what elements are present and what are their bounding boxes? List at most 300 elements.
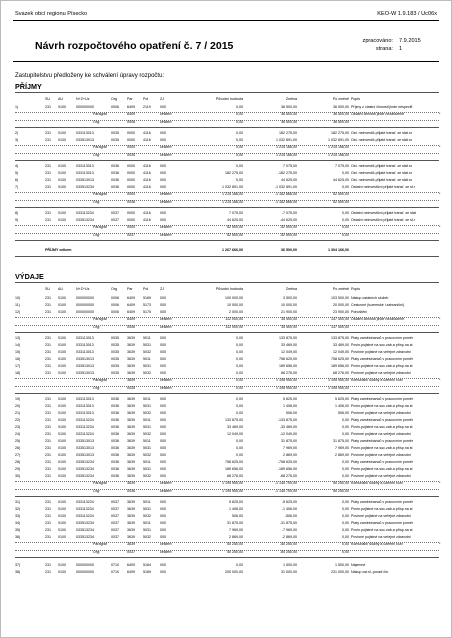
cell-zm: 1 195 950,00 [276,378,297,382]
paragraph-subtotal-row [15,225,445,232]
group-rule [15,207,439,208]
cell-nzuz: 033513234 [76,535,94,539]
cell-pol: 5169 [143,570,151,574]
cell-po: 0,00 [342,500,349,504]
cell-par: 3639 [127,411,135,415]
subtotal-star: * [439,145,441,149]
cell-au: 0100 [58,474,66,478]
subtotal-label: Org: [93,386,100,390]
cell-par: 3639 [127,453,135,457]
cell-nzuz: 033113013 [76,397,94,401]
page-title: Návrh rozpočtového opatření č. 7 / 2015 [35,40,234,52]
cell-po: 36 500,00 [333,120,349,124]
cell-org: 0037 [111,521,119,525]
org-subtotal-row [15,489,445,496]
org-name: Svazek obcí regionu Písecko [15,11,88,17]
cell-pol: 5011 [143,336,151,340]
cell-su: 231 [45,343,51,347]
cell-popis: Povinné pojistné na veřejné zdravotní [351,411,411,415]
cell-puv: 112 000,00 [225,325,243,329]
table-row [15,446,445,453]
group-rule [15,160,439,161]
cell-po: 0,00 [342,211,349,215]
cell-su: 231 [45,131,51,135]
cell-pol: 5011 [143,521,151,525]
section-rule [15,92,439,93]
cell-su: 231 [45,303,51,307]
cell-pol: 5011 [143,439,151,443]
subtotal-star: * [439,378,441,382]
cell-zm: 31 000,00 [281,570,297,574]
cell-popis: Platy zaměstnanců v pracovním poměr [351,439,414,443]
cell-zj: 000 [160,357,166,361]
cell-su: 231 [45,178,51,182]
cell-po: 133 875,00 [331,336,349,340]
cell-su: 231 [45,164,51,168]
cell-org: 0037 [111,218,119,222]
cell-zj: 000 [160,439,166,443]
table-row [15,171,445,178]
cell-po: 0,00 [342,535,349,539]
subtotal-star: * [439,542,441,546]
cell-nzuz: 000000000 [76,303,94,307]
cell-nzuz: 033513234 [76,218,94,222]
cell-zm: 35 400,00 [281,317,297,321]
cell-par: 3639 [127,514,135,518]
cell-zj: 000 [160,425,166,429]
cell-par: 3639 [127,467,135,471]
subtotal-celkem: celkem: [160,120,173,124]
cell-po: 189 656,00 [331,364,349,368]
cell-zj: 000 [160,364,166,368]
column-header-pol: Pol [143,287,149,291]
cell-au: 0100 [58,507,66,511]
cell-po: 0,00 [342,521,349,525]
cell-zj: 000 [160,404,166,408]
cell-au: 0100 [58,418,66,422]
org-subtotal-row [15,120,445,127]
subtotal-label: Org: [93,489,100,493]
cell-zm: 7 969,00 [283,446,297,450]
cell-pol: 5011 [143,500,151,504]
cell-po: 1 304 166,00 [328,248,349,252]
column-header-zmena: Změna [285,97,297,101]
cell-n: 21) [15,411,21,415]
cell-par: 3639 [127,535,135,539]
cell-org: 0006 [111,296,119,300]
subtotal-star: * [439,225,441,229]
cell-zj: 000 [160,514,166,518]
subtotal-code: 6409 [127,112,135,116]
cell-zj: 000 [160,528,166,532]
column-header-po_zmene: Po změně [332,287,349,291]
cell-n: 9) [15,218,19,222]
table-row [15,500,445,507]
cell-zm: -1 162 666,00 [274,192,297,196]
cell-pol: 5031 [143,425,151,429]
cell-au: 0100 [58,296,66,300]
cell-n: 32) [15,507,21,511]
cell-par: 3639 [127,350,135,354]
cell-org: 0036 [111,467,119,471]
cell-su: 231 [45,357,51,361]
cell-n: 22) [15,418,21,422]
cell-n: 13) [15,336,21,340]
cell-su: 231 [45,432,51,436]
table-row [15,350,445,357]
table-row [15,364,445,371]
table-row [15,411,445,418]
cell-puv: 189 656,00 [225,467,243,471]
cell-au: 0100 [58,425,66,429]
subtotal-label: Paragraf [93,225,107,229]
cell-zj: 000 [160,411,166,415]
cell-puv: 0,00 [236,112,243,116]
cell-zm: -52 500,00 [279,233,297,237]
cell-po: 758 625,00 [331,357,349,361]
cell-puv: 12 049,00 [227,432,243,436]
cell-po: 7 969,00 [335,446,349,450]
group-rule [15,127,439,128]
subtotal-celkem: celkem: [160,317,173,321]
cell-popis: Ostatní činnosti jinde nezařazené [351,112,405,116]
cell-n: 29) [15,467,21,471]
cell-po: 2 869,00 [335,453,349,457]
cell-pol: 5173 [143,303,151,307]
subtotal-celkem: celkem: [160,145,173,149]
cell-au: 0100 [58,460,66,464]
cell-nzuz: 033513234 [76,528,94,532]
cell-zj: 000 [160,570,166,574]
cell-n: 3) [15,138,19,142]
cell-popis: Povinné pojistné na veřejné zdravotní [351,432,411,436]
cell-n: 20) [15,404,21,408]
cell-su: 231 [45,500,51,504]
column-header-puvodni: Původní hodnota [215,287,243,291]
cell-par: 6409 [127,303,135,307]
cell-po: 1 500,00 [335,563,349,567]
cell-popis: Ost. neinvestič.přijaté transf. ze stát.ro [351,171,413,175]
cell-su: 231 [45,570,51,574]
cell-au: 0100 [58,185,66,189]
cell-pol: 5032 [143,535,151,539]
cell-puv: 1 032 891,00 [222,185,243,189]
cell-nzuz: 000000000 [76,296,94,300]
cell-par: 0000 [127,131,135,135]
subtotal-celkem: celkem: [160,386,173,390]
cell-nzuz: 033513234 [76,521,94,525]
table-row [15,343,445,350]
table-row [15,131,445,138]
cell-au: 0100 [58,357,66,361]
cell-popis: Platy zaměstnanců v pracovním poměr [351,418,414,422]
paragraph-subtotal-row [15,112,445,119]
cell-po: 7 075,00 [335,164,349,168]
subtotal-celkem: celkem: [160,192,173,196]
cell-zm: -7 969,00 [281,528,297,532]
cell-n: 8) [15,211,19,215]
cell-su: 231 [45,171,51,175]
cell-po: 0,00 [342,171,349,175]
subtotal-code: 3639 [127,542,135,546]
cell-n: 36) [15,535,21,539]
table-row [15,164,445,171]
org-subtotal-row [15,233,445,240]
cell-par: 3639 [127,336,135,340]
cell-au: 0100 [58,467,66,471]
cell-po: 1 032 891,00 [328,138,349,142]
cell-zm: 1 032 891,00 [276,138,297,142]
cell-popis: Cestovné (tuzemské i zahraniční) [351,303,405,307]
cell-zj: 000 [160,138,166,142]
table-row [15,211,445,218]
table-row [15,528,445,535]
cell-puv: 68 276,00 [227,474,243,478]
cell-puv: 133 875,00 [225,418,243,422]
cell-puv: 0,00 [236,105,243,109]
cell-su: 231 [45,460,51,464]
cell-org: 0036 [111,185,119,189]
cell-n: 12) [15,310,21,314]
cell-po: 0,00 [342,550,349,554]
cell-puv: 50 250,00 [227,550,243,554]
cell-par: 3639 [127,404,135,408]
cell-au: 0100 [58,138,66,142]
column-header-po_zmene: Po změně [332,97,349,101]
cell-su: 231 [45,185,51,189]
cell-popis: Platy zaměstnanců v pracovním poměr [351,460,414,464]
cell-su: 231 [45,364,51,368]
cell-po: 50 250,00 [333,489,349,493]
cell-po: 0,00 [342,432,349,436]
cell-au: 0100 [58,218,66,222]
cell-su: 231 [45,336,51,340]
cell-zm: -133 875,00 [277,418,297,422]
cell-par: 6409 [127,563,135,567]
cell-par: 3639 [127,364,135,368]
cell-zm: 44 625,00 [281,178,297,182]
cell-po: 68 276,00 [333,371,349,375]
cell-au: 0100 [58,164,66,168]
subtotal-celkem: celkem: [160,481,173,485]
column-header-zj: ZJ [160,287,164,291]
cell-zm: -31 875,00 [279,521,297,525]
cell-popis: Ost. neinvestič.přijaté transf. ze stát.ro [351,131,413,135]
subtotal-code: 0000 [127,145,135,149]
cell-pol: 5032 [143,432,151,436]
cell-n: 7) [15,185,19,189]
cell-org: 0036 [111,164,119,168]
cell-puv: 0,00 [236,378,243,382]
cell-zm: 506,00 [286,411,297,415]
cell-po: 20 000,00 [333,303,349,307]
cell-puv: 0,00 [236,563,243,567]
cell-zj: 000 [160,521,166,525]
column-header-zmena: Změna [285,287,297,291]
cell-po: 0,00 [342,542,349,546]
cell-puv: 33 469,00 [227,425,243,429]
cell-n: 24) [15,432,21,436]
column-header-row [15,97,445,104]
cell-su: 231 [45,514,51,518]
paragraph-subtotal-row [15,192,445,199]
cell-n: 31) [15,500,21,504]
cell-puv: 0,00 [236,164,243,168]
cell-puv: 0,00 [236,120,243,124]
table-row [15,460,445,467]
cell-popis: Povinné pojistné na veřejné zdravotní [351,535,411,539]
cell-zj: 000 [160,500,166,504]
cell-nzuz: 000000000 [76,105,94,109]
cell-nzuz: 033113013 [76,404,94,408]
cell-puv: 112 000,00 [225,317,243,321]
cell-zm: -1 032 891,00 [274,185,297,189]
cell-zj: 000 [160,460,166,464]
cell-nzuz: 033113013 [76,131,94,135]
cell-puv: 1 215 166,00 [222,192,243,196]
cell-zm: -44 625,00 [279,218,297,222]
table-row [15,453,445,460]
cell-su: 231 [45,310,51,314]
cell-par: 0000 [127,178,135,182]
cell-nzuz: 033113234 [76,211,94,215]
subtotal-label: Org: [93,550,100,554]
cell-org: 0035 [111,131,119,135]
cell-zm: 33 469,00 [281,343,297,347]
cell-pol: 5011 [143,460,151,464]
cell-n: 18) [15,371,21,375]
table-row [15,178,445,185]
cell-au: 0100 [58,336,66,340]
cell-par: 3639 [127,343,135,347]
cell-nzuz: 033513234 [76,185,94,189]
table-row [15,425,445,432]
cell-pol: 5164 [143,563,151,567]
group-rule [15,557,439,558]
cell-par: 3639 [127,425,135,429]
cell-su: 231 [45,439,51,443]
cell-su: 231 [45,467,51,471]
table-row [15,357,445,364]
section-heading: VÝDAJE [15,272,44,281]
subtotal-label: Org: [93,120,100,124]
cell-popis: Platy zaměstnanců v pracovním poměr [351,397,414,401]
cell-pol: 5032 [143,453,151,457]
cell-puv: 0,00 [236,336,243,340]
cell-org: 0035 [111,371,119,375]
subtotal-code: 0000 [127,225,135,229]
cell-popis: Povinné pojistné na veřejné zdravotní [351,514,411,518]
cell-org: 0035 [111,350,119,354]
cell-zm: 68 276,00 [281,371,297,375]
cell-org: 0037 [111,500,119,504]
group-rule [15,393,439,394]
cell-org: 0035 [111,364,119,368]
cell-nzuz: 033513013 [76,446,94,450]
cell-n: 10) [15,296,21,300]
cell-popis: Ost. neinvestič.přijaté transf. ze stát.ro [351,178,413,182]
cell-puv: 0,00 [236,411,243,415]
cell-puv: 0,00 [236,446,243,450]
cell-su: 231 [45,453,51,457]
subtotal-celkem: celkem: [160,489,173,493]
cell-popis: Ost. neinvestič.přijaté transf. ze stát.ro [351,164,413,168]
cell-par: 6409 [127,310,135,314]
cell-org: 0035 [111,357,119,361]
cell-su: 231 [45,474,51,478]
cell-zm: 189 656,00 [279,364,297,368]
cell-nzuz: 033113013 [76,171,94,175]
cell-popis: Povin.pojistné na soc.zab.a přísp.na st [351,507,413,511]
cell-au: 0100 [58,211,66,215]
cell-org: 0036 [111,432,119,436]
cell-popis: Povin.pojistné na soc.zab.a přísp.na st [351,343,413,347]
subtotal-label: Org: [93,233,100,237]
cell-puv: 0,00 [236,364,243,368]
cell-puv: 1 406,00 [229,507,243,511]
cell-zm: -189 656,00 [277,467,297,471]
table-row [15,336,445,343]
subtotal-label: Org: [93,325,100,329]
cell-su: 231 [45,218,51,222]
subtotal-code: 0006 [127,325,135,329]
software-version: KEO-W 1.9.183 / Uc06x [377,11,437,17]
processed-label: zpracováno: [362,38,393,44]
cell-popis: Povinné pojistné na veřejné zdravotní [351,371,411,375]
cell-org: 0035 [111,343,119,347]
cell-zm: 12 049,00 [281,350,297,354]
total-rule [15,256,439,257]
cell-zj: 000 [160,535,166,539]
cell-org: 0710 [111,570,119,574]
cell-nzuz: 033113013 [76,350,94,354]
cell-au: 0100 [58,350,66,354]
cell-nzuz: 000000000 [76,570,94,574]
cell-popis: Platy zaměstnanců v pracovním poměr [351,336,414,340]
cell-po: 1 215 166,00 [328,153,349,157]
subtotal-celkem: celkem: [160,233,173,237]
cell-nzuz: 033113013 [76,343,94,347]
cell-su: 231 [45,211,51,215]
cell-pol: 4116 [143,138,151,142]
cell-puv: 182 275,00 [225,171,243,175]
cell-par: 0000 [127,164,135,168]
column-header-org: Org [111,287,117,291]
cell-pol: 4116 [143,211,151,215]
cell-org: 0036 [111,453,119,457]
cell-puv: 0,00 [236,178,243,182]
cell-n: 1) [15,105,19,109]
cell-su: 231 [45,350,51,354]
cell-popis: Ostatní činnosti jinde nezařazené [351,317,405,321]
table-row [15,439,445,446]
cell-puv: 44 625,00 [227,218,243,222]
cell-zj: 000 [160,397,166,401]
cell-zm: -5 625,00 [281,500,297,504]
cell-zm: 36 500,00 [281,105,297,109]
cell-nzuz: 033513013 [76,357,94,361]
cell-par: 0000 [127,185,135,189]
subtotal-label: Paragraf [93,192,107,196]
cell-org: 0036 [111,446,119,450]
cell-pol: 4116 [143,185,151,189]
cell-zj: 000 [160,432,166,436]
cell-zm: 2 869,00 [283,453,297,457]
org-subtotal-row [15,386,445,393]
table-row [15,303,445,310]
cell-zm: 1 406,00 [283,404,297,408]
cell-pol: 5031 [143,507,151,511]
